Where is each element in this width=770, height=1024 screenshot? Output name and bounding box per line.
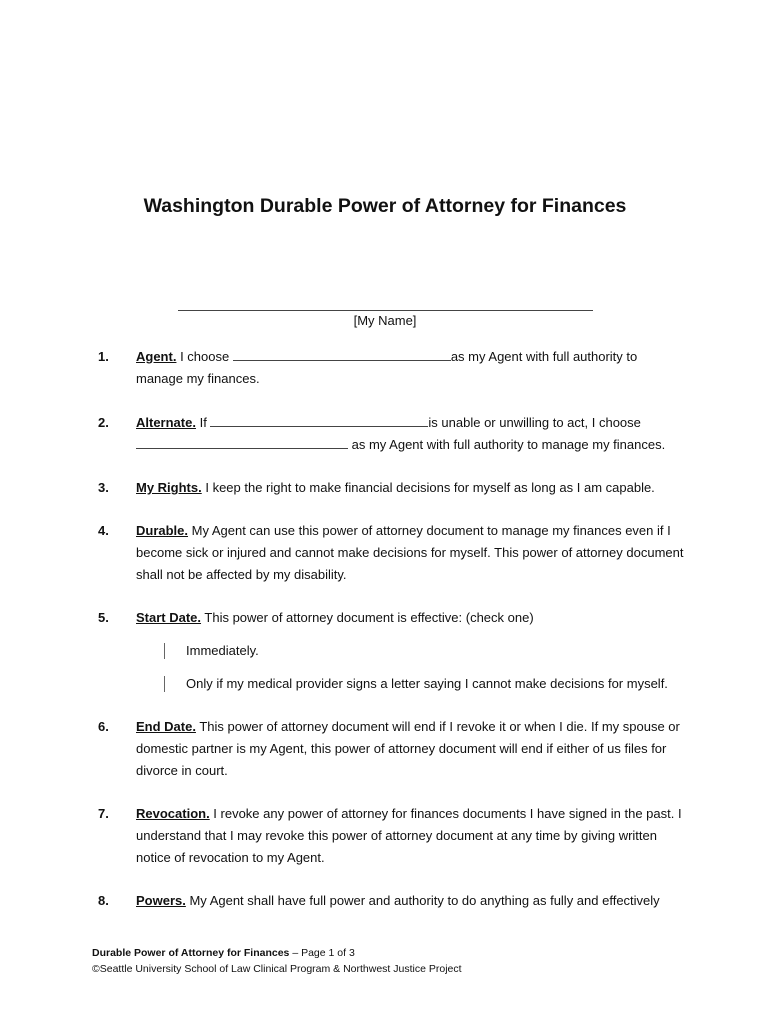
section-text: This power of attorney document will end if I revoke it or when I die. If my spouse or domestic partner is my Agent, this power of attorney document will end if either of us files for divorce in court. — [136, 719, 680, 778]
section-number: 7. — [98, 806, 109, 821]
section-heading: My Rights. — [136, 480, 202, 495]
section-text: is unable or unwilling to act, I choose — [428, 415, 641, 430]
footer-copyright: ©Seattle University School of Law Clinical Program & Northwest Justice Project — [92, 963, 462, 975]
checkbox[interactable] — [164, 643, 166, 659]
section-number: 3. — [98, 480, 109, 495]
agent-name-blank[interactable] — [233, 349, 451, 361]
alternate-agent-blank[interactable] — [136, 437, 348, 449]
document-title: Washington Durable Power of Attorney for Finances — [143, 195, 627, 217]
section-text: I keep the right to make financial decisions for myself as long as I am capable. — [201, 480, 655, 495]
footer-page-number: – Page 1 of 3 — [289, 947, 355, 959]
footer-title: Durable Power of Attorney for Finances — [92, 947, 290, 959]
section-text: If — [195, 415, 211, 430]
section-number: 8. — [98, 893, 109, 908]
primary-agent-blank[interactable] — [210, 415, 428, 427]
section-text: as my Agent with full authority to manage my finances. — [348, 437, 666, 452]
section-text: I revoke any power of attorney for finances documents I have signed in the past. I understand that I may revoke this power of attorney document at any time by giving written notice of revocation to my Agent. — [136, 806, 682, 865]
option-label: Immediately. — [186, 643, 259, 658]
section-heading: Durable. — [136, 523, 189, 538]
name-signature-line[interactable] — [178, 310, 593, 311]
section-text: This power of attorney document is effective: (check one) — [201, 610, 534, 625]
section-text: I choose — [176, 349, 233, 364]
section-heading: End Date. — [136, 719, 196, 734]
section-number: 4. — [98, 523, 109, 538]
section-text: My Agent can use this power of attorney document to manage my finances even if I become sick or injured and cannot make decisions for myself. This power of attorney document shall not be affected by my disability. — [136, 523, 684, 582]
option-label: Only if my medical provider signs a letter saying I cannot make decisions for myself. — [186, 676, 668, 691]
section-number: 1. — [98, 349, 109, 364]
section-heading: Agent. — [136, 349, 177, 364]
checkbox[interactable] — [164, 676, 166, 692]
section-heading: Revocation. — [136, 806, 210, 821]
section-text: My Agent shall have full power and authority to do anything as fully and effectively — [185, 893, 660, 908]
section-heading: Alternate. — [136, 415, 196, 430]
section-heading: Powers. — [136, 893, 186, 908]
section-number: 5. — [98, 610, 109, 625]
section-number: 6. — [98, 719, 109, 734]
page-footer — [92, 945, 462, 977]
section-number: 2. — [98, 415, 109, 430]
section-heading: Start Date. — [136, 610, 202, 625]
name-signature-label: [My Name] — [353, 313, 417, 328]
section-text: as my Agent with full authority to manage my finances. — [136, 349, 638, 386]
